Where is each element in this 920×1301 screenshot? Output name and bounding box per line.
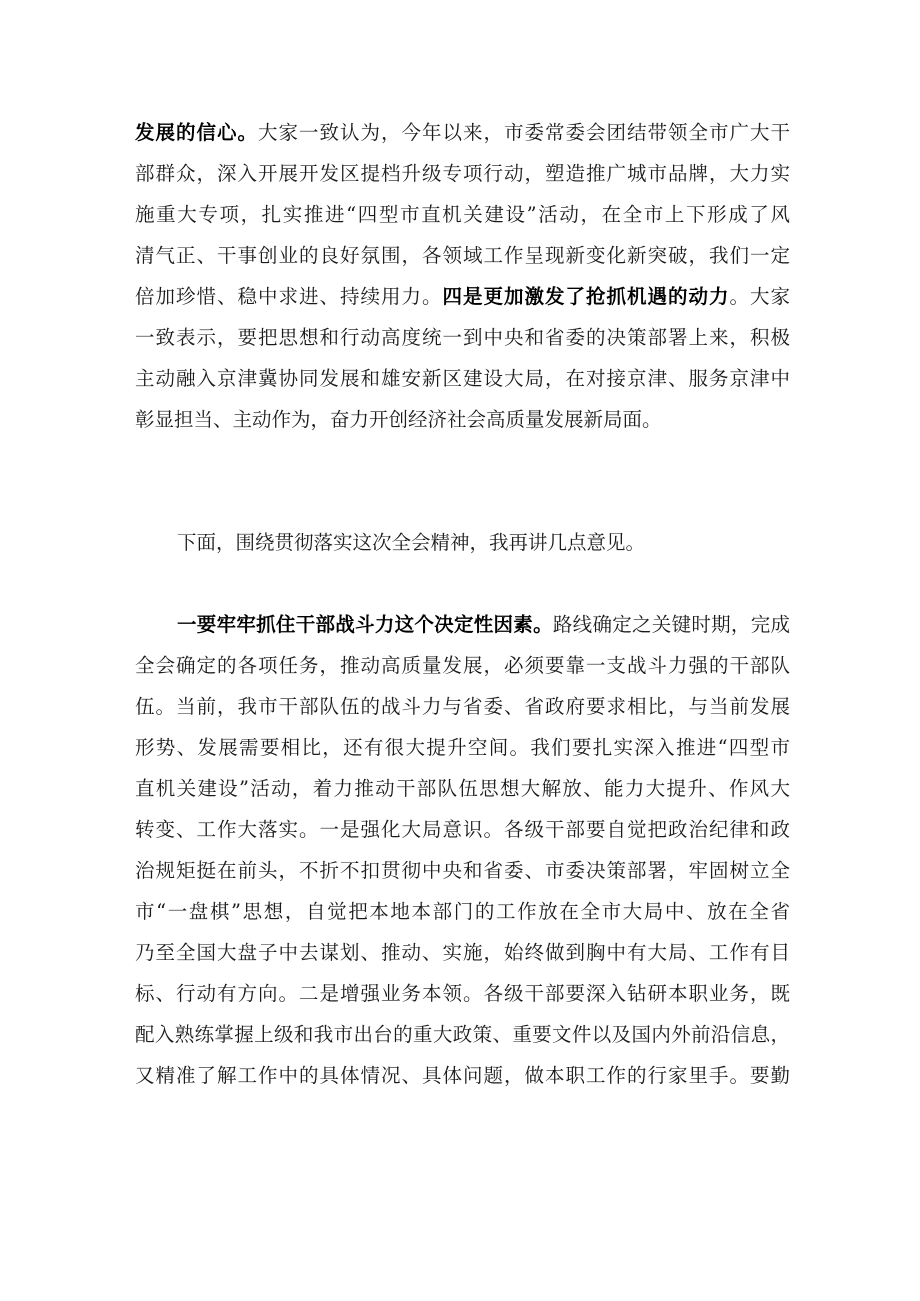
paragraph-3: [135, 604, 790, 1096]
paragraph-line: 又精准了解工作中的具体情况、具体问题，做本职工作的行家里手。要勤: [135, 1064, 790, 1087]
paragraph-line: 转变、工作大落实。一是强化大局意识。各级干部要自觉把政治纪律和政: [135, 818, 790, 841]
paragraph-line: 伍。当前，我市干部队伍的战斗力与省委、省政府要求相比，与当前发展: [135, 695, 790, 718]
paragraph-line: 市“一盘棋”思想，自觉把本地本部门的工作放在全市大局中、放在全省: [135, 900, 790, 923]
paragraph-line: 配入熟练掌握上级和我市出台的重大政策、重要文件以及国内外前沿信息，: [135, 1023, 790, 1046]
paragraph-1: [135, 112, 790, 440]
paragraph-line: 一要牢牢抓住干部战斗力这个决定性因素。路线确定之关键时期，完成: [177, 613, 790, 636]
paragraph-line: 一致表示，要把思想和行动高度统一到中央和省委的决策部署上来，积极: [135, 326, 790, 349]
paragraph-2: [135, 522, 790, 563]
paragraph-line: 形势、发展需要相比，还有很大提升空间。我们要扎实深入推进“四型市: [135, 736, 790, 759]
paragraph-line: 倍加珍惜、稳中求进、持续用力。四是更加激发了抢抓机遇的动力。大家: [135, 285, 790, 308]
paragraph-line: 直机关建设”活动，着力推动干部队伍思想大解放、能力大提升、作风大: [135, 777, 790, 800]
paragraph-line: 全会确定的各项任务，推动高质量发展，必须要靠一支战斗力强的干部队: [135, 654, 790, 677]
paragraph-line: 乃至全国大盘子中去谋划、推动、实施，始终做到胸中有大局、工作有目: [135, 941, 790, 964]
paragraph-line: 彰显担当、主动作为，奋力开创经济社会高质量发展新局面。: [135, 408, 662, 431]
paragraph-line: 治规矩挺在前头，不折不扣贯彻中央和省委、市委决策部署，牢固树立全: [135, 859, 790, 882]
paragraph-line: 清气正、干事创业的良好氛围，各领域工作呈现新变化新突破，我们一定: [135, 244, 790, 267]
bold-phrase: 四是更加激发了抢抓机遇的动力: [442, 285, 730, 308]
paragraph-line: 下面，围绕贯彻落实这次全会精神，我再讲几点意见。: [177, 531, 646, 554]
paragraph-line: 施重大专项，扎实推进“四型市直机关建设”活动，在全市上下形成了风: [135, 203, 790, 226]
bold-phrase: 发展的信心。: [135, 121, 258, 144]
bold-heading: 一要牢牢抓住干部战斗力这个决定性因素。: [177, 613, 553, 636]
paragraph-line: 部群众，深入开展开发区提档升级专项行动，塑造推广城市品牌，大力实: [135, 162, 790, 185]
paragraph-line: 标、行动有方向。二是增强业务本领。各级干部要深入钻研本职业务，既: [135, 982, 790, 1005]
paragraph-line: 主动融入京津冀协同发展和雄安新区建设大局，在对接京津、服务京津中: [135, 367, 790, 390]
paragraph-line: 发展的信心。大家一致认为，今年以来，市委常委会团结带领全市广大干: [135, 121, 790, 144]
